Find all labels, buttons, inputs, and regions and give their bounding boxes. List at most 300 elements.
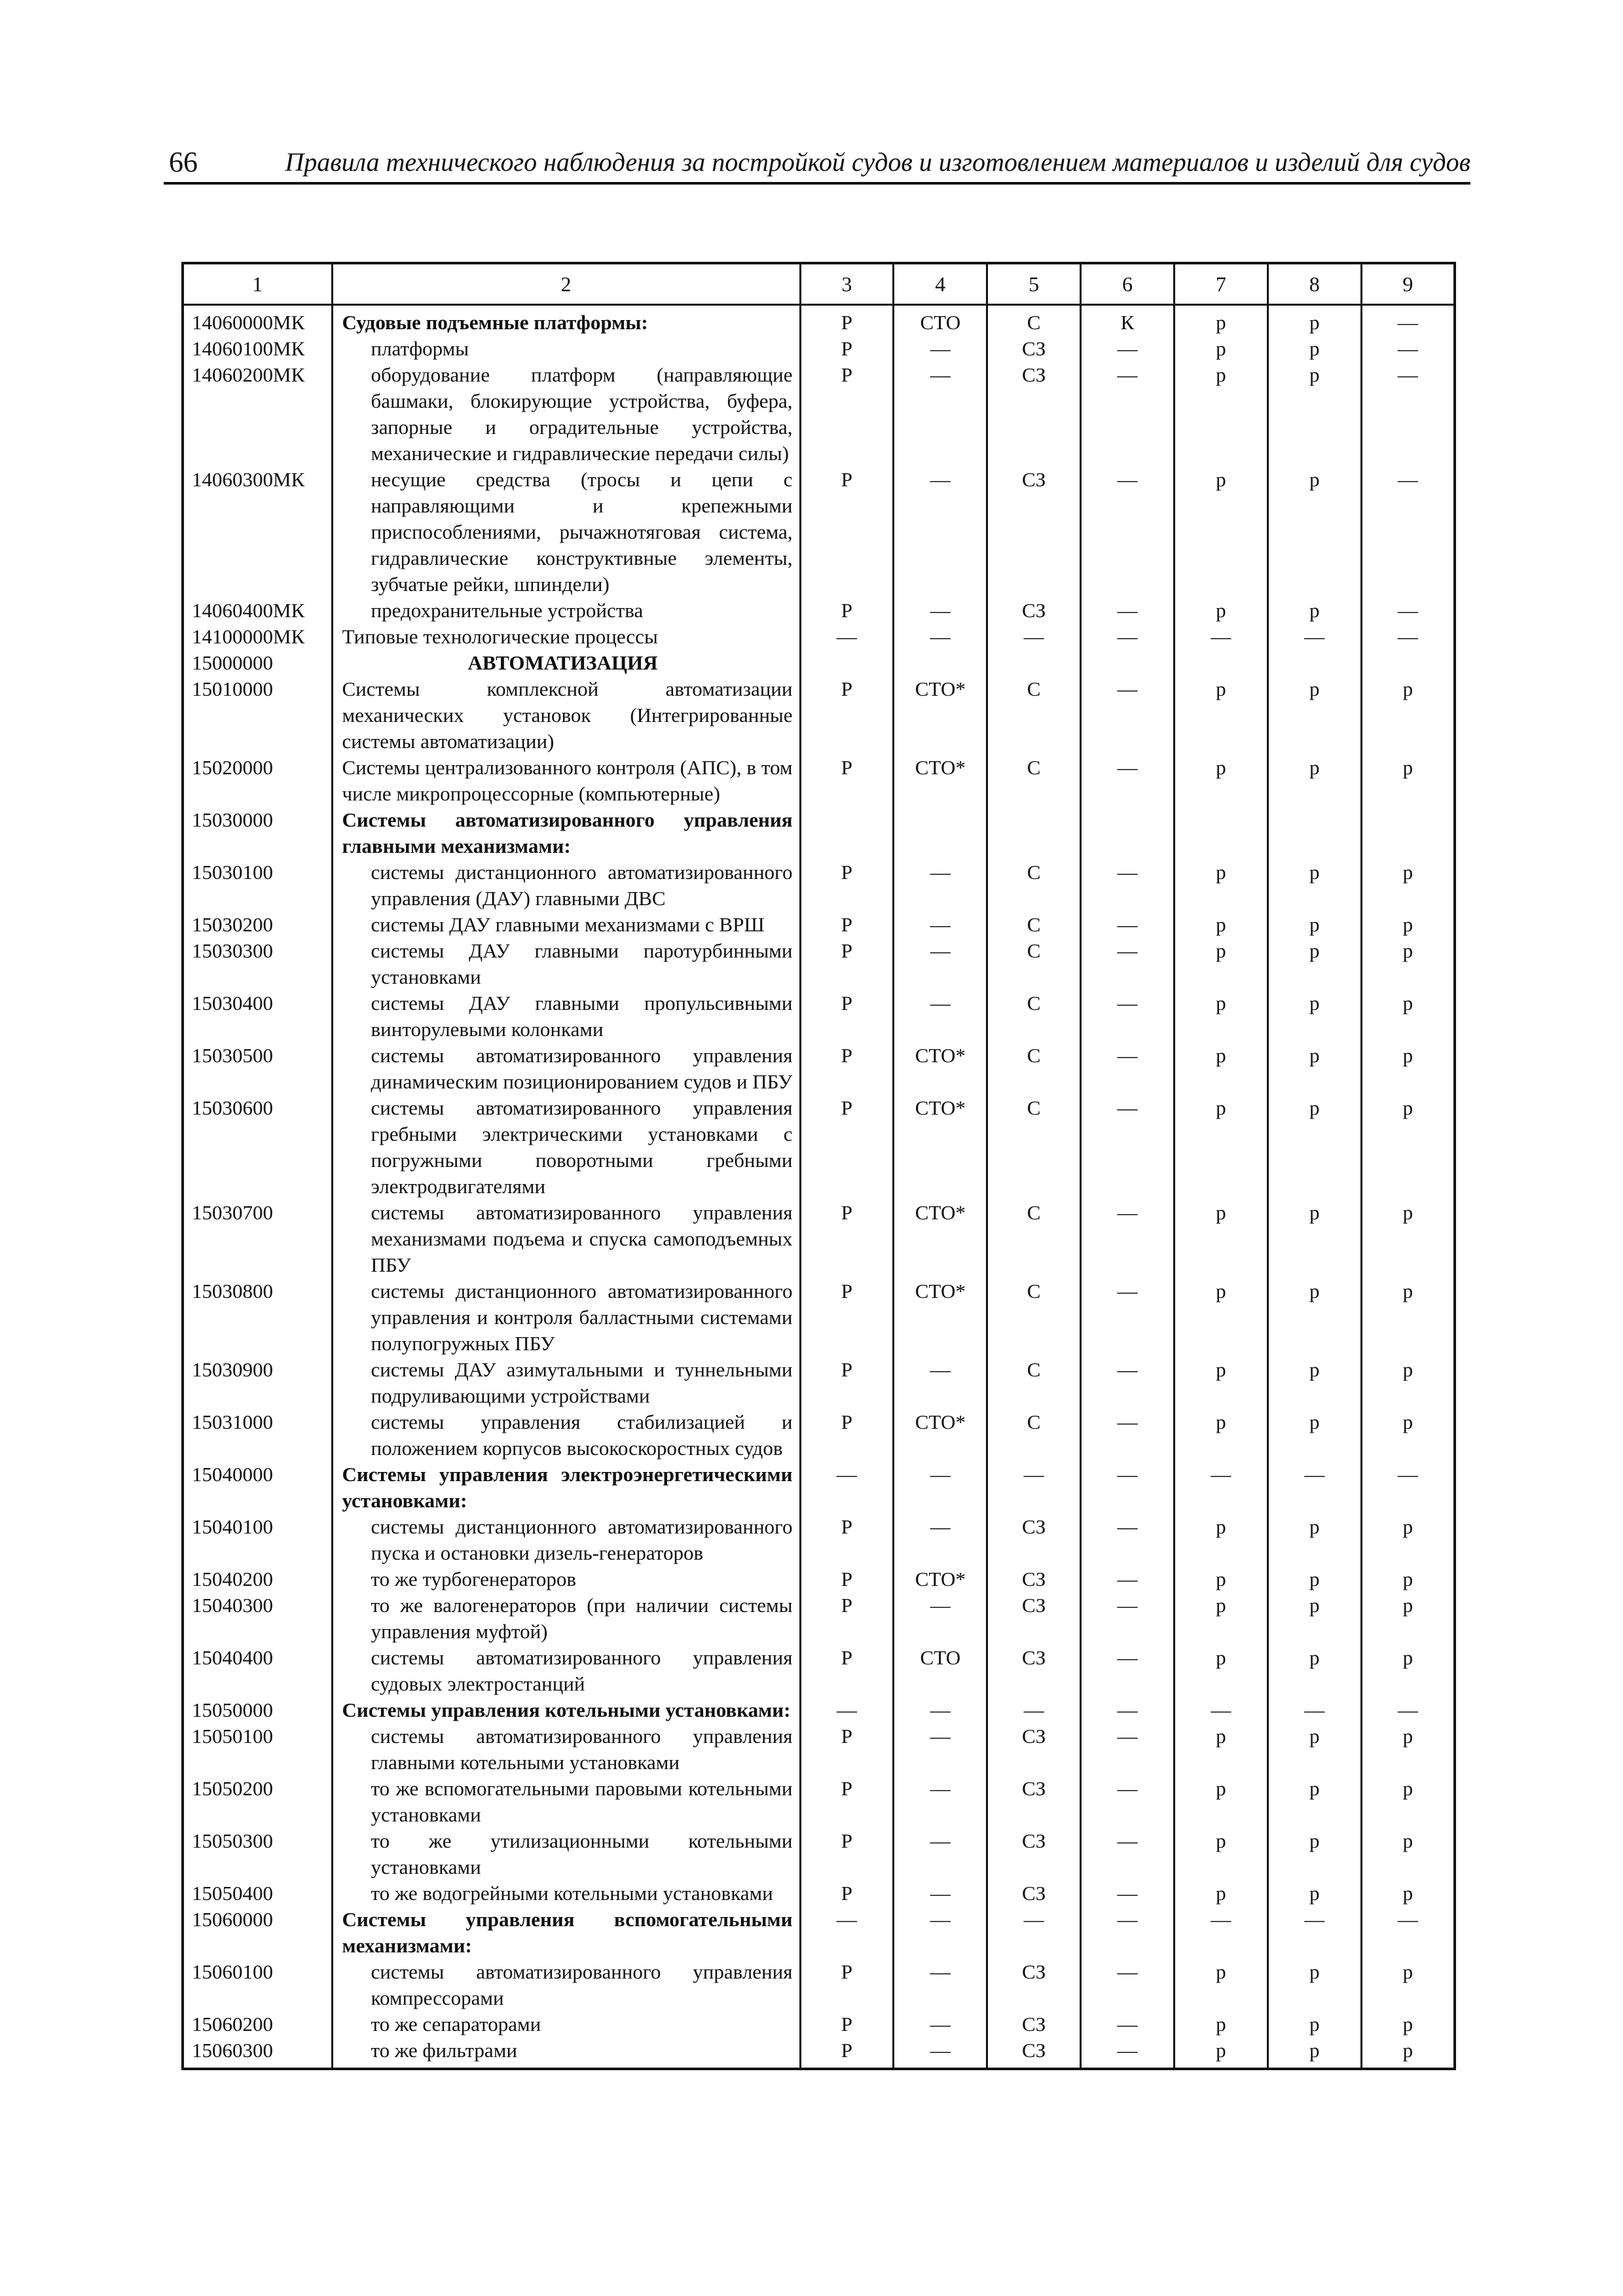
item-code: 15060300 [183,2037,332,2069]
table-row [183,1043,1455,1095]
col-5-value [987,807,1081,859]
col-8-value: — [1267,1462,1361,1514]
col-4-value: СТО* [894,1095,987,1200]
col-4-value: — [894,1959,987,2011]
col-5-value: СЗ [987,336,1081,362]
col-5-value: СЗ [987,1514,1081,1566]
col-5-value: С [987,1409,1081,1462]
table-row [183,1566,1455,1592]
col-4-value: — [894,624,987,650]
table-row [183,676,1455,755]
item-code: 15060000 [183,1907,332,1959]
col-9-value: — [1361,336,1455,362]
col-4-value: — [894,1592,987,1645]
col-4-value: СТО* [894,1200,987,1278]
table-row [183,1592,1455,1645]
col-3-value: Р [800,1043,894,1095]
col-8-value: — [1267,1907,1361,1959]
col-3-value: Р [800,2037,894,2069]
col-9-value: р [1361,1409,1455,1462]
col-9-value: р [1361,676,1455,755]
table-row [183,912,1455,938]
col-7-value [1174,807,1267,859]
col-6-value: — [1081,336,1175,362]
col-4-value: — [894,336,987,362]
col-4-value [894,650,987,676]
col-6-value: — [1081,1828,1175,1880]
table-row [183,2011,1455,2037]
col-3-value: Р [800,1592,894,1645]
col-9-value: р [1361,990,1455,1043]
col-8-value: р [1267,2011,1361,2037]
col-7-value: р [1174,1959,1267,2011]
col-4-value [894,807,987,859]
col-7-value: р [1174,2011,1267,2037]
item-code: 15030800 [183,1278,332,1357]
col-3-value: Р [800,598,894,624]
item-code: 15030300 [183,938,332,990]
item-code: 15000000 [183,650,332,676]
col-5-value: СЗ [987,1959,1081,2011]
col-5-value: С [987,938,1081,990]
column-header: 4 [894,263,987,305]
col-5-value: С [987,1200,1081,1278]
col-8-value: р [1267,1828,1361,1880]
item-description: системы автоматизированного управления динамическим позиционированием судов и ПБУ [332,1043,800,1095]
item-code: 15020000 [183,755,332,807]
col-6-value: — [1081,598,1175,624]
item-code: 15040000 [183,1462,332,1514]
item-description: Системы управления вспомогательными механизмами: [332,1907,800,1959]
column-header: 2 [332,263,800,305]
col-9-value: р [1361,1828,1455,1880]
col-9-value: р [1361,859,1455,912]
col-9-value: р [1361,1592,1455,1645]
col-9-value: р [1361,1043,1455,1095]
table-row [183,938,1455,990]
col-3-value: Р [800,1645,894,1697]
item-code: 15030000 [183,807,332,859]
col-9-value [1361,807,1455,859]
col-9-value: — [1361,598,1455,624]
col-6-value: — [1081,912,1175,938]
table-row [183,1200,1455,1278]
col-7-value: р [1174,1592,1267,1645]
col-8-value: р [1267,1645,1361,1697]
item-description: то же сепараторами [332,2011,800,2037]
col-3-value: Р [800,467,894,598]
col-9-value: — [1361,624,1455,650]
col-6-value: — [1081,624,1175,650]
table-row [183,807,1455,859]
col-5-value: СЗ [987,467,1081,598]
col-6-value: — [1081,1462,1175,1514]
item-description: системы дистанционного автоматизированного управления (ДАУ) главными ДВС [332,859,800,912]
col-4-value: СТО [894,305,987,336]
col-7-value: р [1174,1357,1267,1409]
col-5-value: С [987,912,1081,938]
col-6-value: — [1081,467,1175,598]
col-8-value: р [1267,305,1361,336]
table-row [183,467,1455,598]
col-9-value: р [1361,2037,1455,2069]
col-4-value: — [894,1907,987,1959]
item-description: системы ДАУ главными паротурбинными установками [332,938,800,990]
col-8-value: р [1267,1566,1361,1592]
table-row [183,1278,1455,1357]
item-code: 15050400 [183,1880,332,1907]
col-7-value: р [1174,598,1267,624]
col-4-value: — [894,1357,987,1409]
item-description: то же фильтрами [332,2037,800,2069]
item-code: 15040300 [183,1592,332,1645]
col-5-value: СЗ [987,1828,1081,1880]
col-7-value: р [1174,1409,1267,1462]
col-4-value: — [894,1697,987,1723]
col-3-value: Р [800,2011,894,2037]
item-description: системы автоматизированного управления механизмами подъема и спуска самоподъемных ПБУ [332,1200,800,1278]
item-description: Типовые технологические процессы [332,624,800,650]
item-description: то же водогрейными котельными установками [332,1880,800,1907]
item-code: 15050300 [183,1828,332,1880]
item-description: то же турбогенераторов [332,1566,800,1592]
item-code: 14060300МК [183,467,332,598]
col-8-value: р [1267,598,1361,624]
col-3-value: Р [800,305,894,336]
col-8-value: р [1267,859,1361,912]
col-3-value: Р [800,990,894,1043]
col-6-value: — [1081,1409,1175,1462]
table-row [183,1697,1455,1723]
col-5-value: СЗ [987,1776,1081,1828]
col-3-value: Р [800,1880,894,1907]
item-code: 15030900 [183,1357,332,1409]
col-4-value: — [894,362,987,467]
col-5-value: СЗ [987,1723,1081,1776]
col-4-value: — [894,1462,987,1514]
table-row [183,1880,1455,1907]
col-6-value: — [1081,859,1175,912]
item-description: Системы автоматизированного управления главными механизмами: [332,807,800,859]
col-4-value: — [894,1828,987,1880]
item-description: оборудование платформ (направляющие башмаки, блокирующие устройства, буфера, запорные и оградительные устройства, механические и гидравлические передачи силы) [332,362,800,467]
col-9-value: р [1361,1357,1455,1409]
table-row [183,336,1455,362]
item-code: 14060400МК [183,598,332,624]
col-4-value: — [894,912,987,938]
col-8-value: р [1267,755,1361,807]
item-code: 15060100 [183,1959,332,2011]
col-9-value: р [1361,1278,1455,1357]
item-description: платформы [332,336,800,362]
col-4-value: — [894,598,987,624]
running-title: Правила технического наблюдения за постройкой судов и изготовлением материалов и изделий для судов [285,147,1470,177]
col-7-value: р [1174,1723,1267,1776]
col-7-value: р [1174,1200,1267,1278]
table-row [183,650,1455,676]
survey-table [181,262,1456,2070]
col-3-value: Р [800,1514,894,1566]
item-code: 15030400 [183,990,332,1043]
col-7-value: р [1174,676,1267,755]
col-3-value: Р [800,1723,894,1776]
col-5-value: С [987,676,1081,755]
item-code: 15050200 [183,1776,332,1828]
col-5-value: С [987,1043,1081,1095]
col-5-value: С [987,1278,1081,1357]
item-description: АВТОМАТИЗАЦИЯ [332,650,800,676]
col-6-value: — [1081,1697,1175,1723]
item-description: Системы централизованного контроля (АПС), в том числе микропроцессорные (компьютерные) [332,755,800,807]
col-4-value: СТО* [894,676,987,755]
item-code: 15050000 [183,1697,332,1723]
col-6-value: — [1081,1514,1175,1566]
col-9-value: — [1361,362,1455,467]
col-3-value: Р [800,938,894,990]
col-8-value: р [1267,336,1361,362]
col-5-value: С [987,1095,1081,1200]
col-5-value: СЗ [987,1592,1081,1645]
col-4-value: СТО* [894,1043,987,1095]
item-description: системы автоматизированного управления судовых электростанций [332,1645,800,1697]
col-5-value: С [987,1357,1081,1409]
table-row [183,362,1455,467]
col-4-value: СТО* [894,755,987,807]
col-7-value: р [1174,2037,1267,2069]
col-9-value: р [1361,1566,1455,1592]
col-6-value: — [1081,938,1175,990]
col-7-value: р [1174,1828,1267,1880]
column-header: 5 [987,263,1081,305]
col-3-value: Р [800,859,894,912]
col-8-value: р [1267,1592,1361,1645]
col-3-value: — [800,624,894,650]
col-5-value: — [987,1907,1081,1959]
item-description: системы управления стабилизацией и положением корпусов высокоскоростных судов [332,1409,800,1462]
col-9-value: р [1361,912,1455,938]
item-code: 15040200 [183,1566,332,1592]
col-9-value: р [1361,1880,1455,1907]
col-3-value: Р [800,1566,894,1592]
table-row [183,1828,1455,1880]
col-8-value: р [1267,1776,1361,1828]
table-row [183,1907,1455,1959]
col-6-value: — [1081,990,1175,1043]
col-5-value: С [987,990,1081,1043]
col-6-value: — [1081,1776,1175,1828]
col-4-value: — [894,2037,987,2069]
col-8-value: — [1267,624,1361,650]
item-description: системы автоматизированного управления гребными электрическими установками с погружными поворотными гребными электродвигателями [332,1095,800,1200]
col-5-value: СЗ [987,1566,1081,1592]
item-code: 15030500 [183,1043,332,1095]
col-7-value: р [1174,1514,1267,1566]
item-code: 15060200 [183,2011,332,2037]
item-code: 15030100 [183,859,332,912]
col-6-value [1081,807,1175,859]
item-code: 15031000 [183,1409,332,1462]
column-header: 8 [1267,263,1361,305]
col-9-value [1361,650,1455,676]
table-row [183,1514,1455,1566]
col-3-value: Р [800,1828,894,1880]
col-6-value: — [1081,1645,1175,1697]
col-3-value: Р [800,1409,894,1462]
item-description: несущие средства (тросы и цепи с направляющими и крепежными приспособлениями, рычажнотяговая система, гидравлические конструктивные элементы, зубчатые рейки, шпиндели) [332,467,800,598]
col-8-value: р [1267,938,1361,990]
col-6-value: — [1081,1723,1175,1776]
col-7-value: р [1174,938,1267,990]
col-8-value: р [1267,1200,1361,1278]
col-3-value: — [800,1462,894,1514]
col-7-value: р [1174,755,1267,807]
item-description: системы ДАУ главными пропульсивными винторулевыми колонками [332,990,800,1043]
col-8-value: р [1267,467,1361,598]
col-4-value: — [894,938,987,990]
col-3-value: — [800,1697,894,1723]
col-6-value: — [1081,1200,1175,1278]
col-6-value: — [1081,1357,1175,1409]
table-row [183,1409,1455,1462]
col-8-value: р [1267,2037,1361,2069]
col-5-value: СЗ [987,1645,1081,1697]
table-row [183,1095,1455,1200]
col-8-value: р [1267,1514,1361,1566]
item-code: 15030600 [183,1095,332,1200]
col-5-value: С [987,305,1081,336]
col-6-value: — [1081,676,1175,755]
col-9-value: — [1361,305,1455,336]
col-9-value: — [1361,467,1455,598]
item-code: 15030700 [183,1200,332,1278]
col-8-value: р [1267,1043,1361,1095]
col-3-value: Р [800,1357,894,1409]
item-description: системы автоматизированного управления главными котельными установками [332,1723,800,1776]
item-code: 15040100 [183,1514,332,1566]
col-7-value: р [1174,1278,1267,1357]
col-6-value: — [1081,1592,1175,1645]
item-description: системы дистанционного автоматизированного пуска и остановки дизель-генераторов [332,1514,800,1566]
col-7-value: р [1174,859,1267,912]
col-3-value: Р [800,362,894,467]
column-header: 3 [800,263,894,305]
col-6-value: — [1081,1043,1175,1095]
col-8-value [1267,650,1361,676]
col-8-value: р [1267,1357,1361,1409]
table-row [183,598,1455,624]
item-code: 15030200 [183,912,332,938]
col-3-value: — [800,1907,894,1959]
col-6-value: — [1081,1959,1175,2011]
col-6-value: — [1081,362,1175,467]
col-7-value: р [1174,1566,1267,1592]
col-6-value: — [1081,1566,1175,1592]
col-7-value: р [1174,1776,1267,1828]
item-description: то же утилизационными котельными установками [332,1828,800,1880]
col-6-value: — [1081,755,1175,807]
col-5-value: СЗ [987,598,1081,624]
column-header: 9 [1361,263,1455,305]
column-header: 6 [1081,263,1175,305]
col-8-value: р [1267,1278,1361,1357]
col-8-value: р [1267,990,1361,1043]
col-8-value: р [1267,1095,1361,1200]
col-4-value: — [894,1880,987,1907]
table-row [183,624,1455,650]
col-5-value: С [987,755,1081,807]
table-row [183,2037,1455,2069]
item-description: то же вспомогательными паровыми котельными установками [332,1776,800,1828]
item-description: системы автоматизированного управления компрессорами [332,1959,800,2011]
table-row [183,755,1455,807]
table-body [183,305,1455,2070]
col-7-value: р [1174,336,1267,362]
col-9-value: р [1361,2011,1455,2037]
col-3-value: Р [800,336,894,362]
col-4-value: — [894,2011,987,2037]
col-5-value: СЗ [987,2037,1081,2069]
col-8-value: р [1267,676,1361,755]
col-3-value [800,650,894,676]
table-row [183,1959,1455,2011]
col-5-value: — [987,624,1081,650]
col-6-value: К [1081,305,1175,336]
col-8-value: р [1267,1880,1361,1907]
col-4-value: СТО* [894,1409,987,1462]
col-3-value: Р [800,1278,894,1357]
item-code: 15010000 [183,676,332,755]
item-description: системы ДАУ азимутальными и туннельными подруливающими устройствами [332,1357,800,1409]
col-7-value: р [1174,990,1267,1043]
col-8-value: р [1267,1959,1361,2011]
col-7-value: — [1174,1907,1267,1959]
column-header: 7 [1174,263,1267,305]
item-description: Системы управления электроэнергетическими установками: [332,1462,800,1514]
col-7-value: — [1174,624,1267,650]
col-3-value: Р [800,1776,894,1828]
table-row [183,1462,1455,1514]
col-8-value [1267,807,1361,859]
page-number: 66 [169,146,198,178]
item-description: Системы комплексной автоматизации механических установок (Интегрированные системы автоматизации) [332,676,800,755]
table-row [183,1357,1455,1409]
col-6-value: — [1081,1095,1175,1200]
col-9-value: р [1361,1095,1455,1200]
col-9-value: р [1361,755,1455,807]
col-7-value: р [1174,1880,1267,1907]
col-6-value: — [1081,2011,1175,2037]
table-row [183,1645,1455,1697]
item-description: системы дистанционного автоматизированного управления и контроля балластными системами полупогружных ПБУ [332,1278,800,1357]
col-8-value: р [1267,362,1361,467]
col-7-value: — [1174,1462,1267,1514]
col-4-value: СТО* [894,1566,987,1592]
item-code: 14060000МК [183,305,332,336]
col-4-value: — [894,859,987,912]
col-5-value: — [987,1462,1081,1514]
col-9-value: р [1361,1723,1455,1776]
col-5-value: — [987,1697,1081,1723]
col-4-value: СТО* [894,1278,987,1357]
col-9-value: — [1361,1907,1455,1959]
col-3-value: Р [800,676,894,755]
col-4-value: СТО [894,1645,987,1697]
table-row [183,1776,1455,1828]
col-6-value [1081,650,1175,676]
col-8-value: р [1267,1723,1361,1776]
item-description: Судовые подъемные платформы: [332,305,800,336]
col-9-value: р [1361,938,1455,990]
